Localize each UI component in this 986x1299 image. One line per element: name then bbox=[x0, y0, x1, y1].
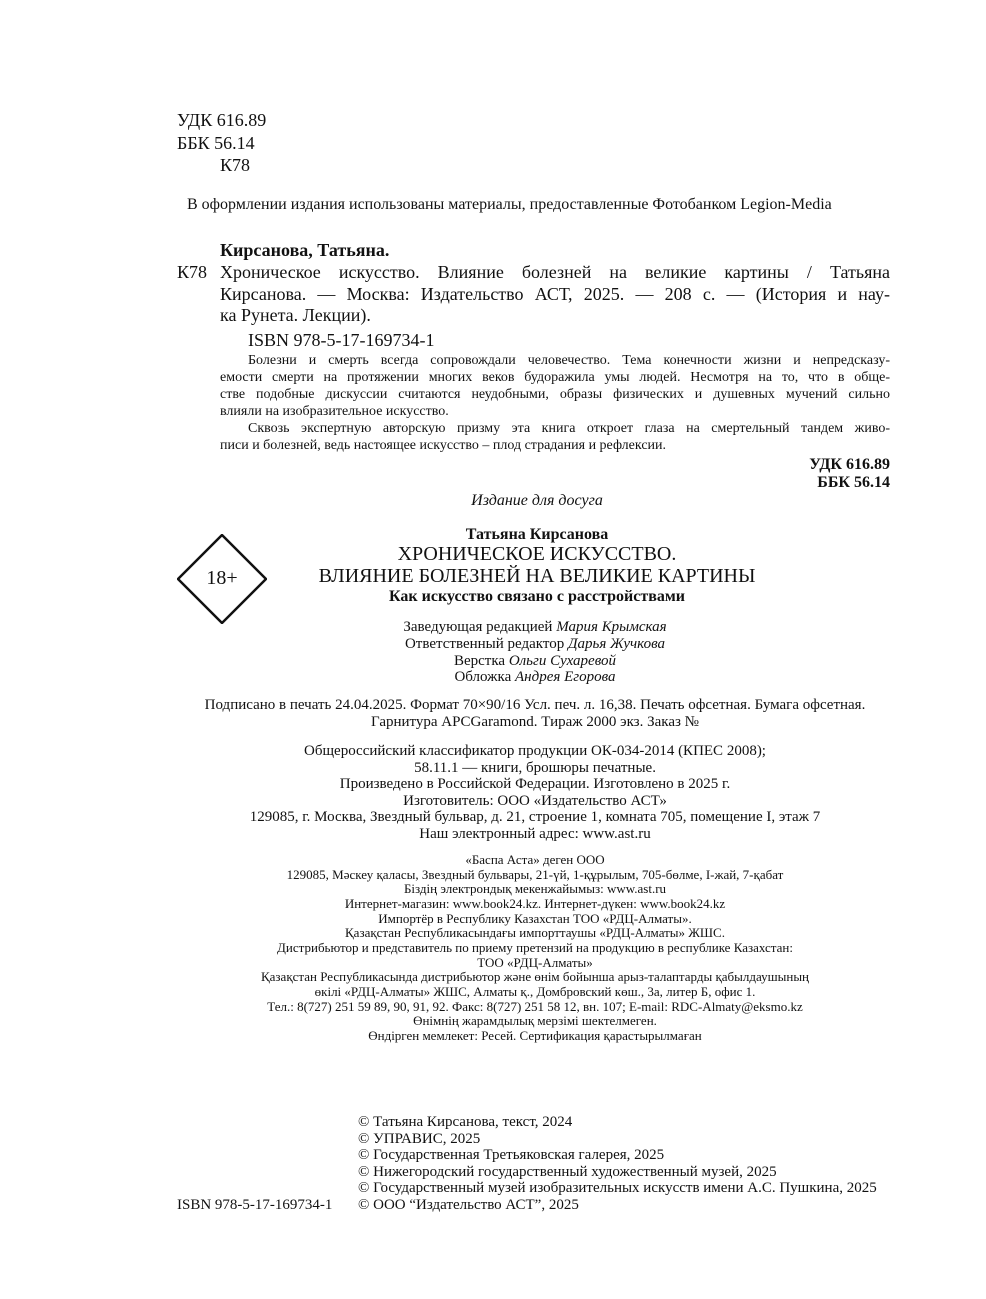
credit-line bbox=[285, 636, 785, 652]
catalog-isbn: ISBN 978-5-17-169734-1 bbox=[248, 330, 435, 350]
credit-role: Заведующая редакцией bbox=[403, 619, 553, 635]
abstract-line: писи и болезней, ведь настоящее искусство – плод страдания и рефлексии. bbox=[220, 438, 667, 453]
catalog-bbk: ББК 56.14 bbox=[817, 474, 890, 491]
kazakh-line: Импортёр в Республику Казахстан ТОО «РДЦ-Алматы». bbox=[378, 911, 692, 926]
kazakh-line: өкілі «РДЦ-Алматы» ЖШС, Алматы қ., Домбровский көш., 3а, литер Б, офис 1. bbox=[314, 984, 756, 999]
copyright-line: © Государственная Третьяковская галерея, 2025 bbox=[358, 1147, 665, 1163]
kazakh-line: Интернет-магазин: www.book24.kz. Интернет-дүкен: www.book24.kz bbox=[344, 896, 726, 911]
catalog-line-2: Кирсанова. — Москва: Издательство АСТ, 2025. — 208 с. — (История и нау- bbox=[220, 284, 890, 304]
abstract-line: Болезни и смерть всегда сопровождали человечество. Тема конечности жизни и непредсказу- bbox=[248, 353, 890, 368]
bbk-code: ББК 56.14 bbox=[177, 133, 255, 153]
abstract-line: Сквозь экспертную авторскую призму эта книга откроет глаза на смертельный тандем живо- bbox=[248, 421, 890, 436]
edition-type: Издание для досуга bbox=[471, 492, 603, 509]
credit-name: Андрея Егорова bbox=[515, 669, 616, 685]
book-author: Татьяна Кирсанова bbox=[465, 526, 609, 543]
copyright-line: © Татьяна Кирсанова, текст, 2024 bbox=[358, 1114, 573, 1130]
copyright-line: © Нижегородский государственный художественный музей, 2025 bbox=[358, 1164, 777, 1180]
copyright-line: © ООО “Издательство АСТ”, 2025 bbox=[358, 1197, 579, 1213]
bottom-isbn: ISBN 978-5-17-169734-1 bbox=[177, 1197, 333, 1213]
kazakh-line: Өндірген мемлекет: Ресей. Сертификация қарастырылмаған bbox=[368, 1028, 702, 1043]
kazakh-line: Қазақстан Республикасында дистрибьютор және өнім бойынша арыз-талаптарды қабылдаушының bbox=[260, 969, 810, 984]
kazakh-line: Дистрибьютор и представитель по приему претензий на продукцию в республике Казахстан: bbox=[277, 940, 793, 955]
kazakh-line: Біздің электрондық мекенжайымыз: www.ast.ru bbox=[403, 881, 667, 896]
abstract-line: влияли на изобразительное искусство. bbox=[220, 404, 449, 419]
copyright-line: © УПРАВИС, 2025 bbox=[358, 1131, 481, 1147]
credit-name: Ольги Сухаревой bbox=[508, 653, 617, 669]
catalog-author-heading: Кирсанова, Татьяна. bbox=[220, 240, 390, 260]
kazakh-line: 129085, Мәскеу қаласы, Звездный бульвары, 21-үй, 1-құрылым, 705-бөлме, I-жай, 7-қабат bbox=[286, 867, 784, 882]
book-subtitle: Как искусство связано с расстройствами bbox=[389, 588, 685, 605]
credit-role: Ответственный редактор bbox=[404, 636, 565, 652]
kazakh-line: ТОО «РДЦ-Алматы» bbox=[477, 955, 593, 970]
manufacturer-line: 58.11.1 — книги, брошюры печатные. bbox=[414, 760, 656, 776]
kazakh-line: Қазақстан Республикасындағы импорттаушы «РДЦ-Алматы» ЖШС. bbox=[345, 925, 725, 940]
manufacturer-line: 129085, г. Москва, Звездный бульвар, д. 21, строение 1, комната 705, помещение I, этаж 7 bbox=[249, 809, 821, 825]
kazakh-line: Өнімнің жарамдылық мерзімі шектелмеген. bbox=[413, 1013, 657, 1028]
kazakh-line: Тел.: 8(727) 251 59 89, 90, 91, 92. Факс: 8(727) 251 58 12, вн. 107; E-mail: RDC-Almaty@eksmo.kz bbox=[267, 999, 803, 1014]
credit-line bbox=[285, 653, 785, 669]
manufacturer-line: Общероссийский классификатор продукции ОК-034-2014 (КПЕС 2008); bbox=[304, 743, 766, 759]
credit-role: Верстка bbox=[453, 653, 506, 669]
author-mark: К78 bbox=[220, 155, 251, 175]
manufacturer-line: Изготовитель: ООО «Издательство АСТ» bbox=[403, 793, 667, 809]
print-info-line: Подписано в печать 24.04.2025. Формат 70×90/16 Усл. печ. л. 16,38. Печать офсетная. Бумага офсетная. bbox=[204, 697, 866, 713]
manufacturer-line: Произведено в Российской Федерации. Изготовлено в 2025 г. bbox=[339, 776, 731, 792]
credit-name: Дарья Жучкова bbox=[567, 636, 666, 652]
credit-name: Мария Крымская bbox=[556, 619, 667, 635]
credit-role: Обложка bbox=[454, 669, 512, 685]
manufacturer-line: Наш электронный адрес: www.ast.ru bbox=[419, 826, 651, 842]
copyright-line: © Государственный музей изобразительных искусств имени А.С. Пушкина, 2025 bbox=[358, 1180, 877, 1196]
catalog-udk: УДК 616.89 bbox=[809, 456, 890, 473]
kazakh-line: «Баспа Аста» деген ООО bbox=[465, 852, 605, 867]
catalog-line-1: Хроническое искусство. Влияние болезней на великие картины / Татьяна bbox=[220, 262, 890, 282]
abstract-line: стве подобные дискуссии считаются неудобными, образы физических и душевных мучений сильно bbox=[220, 387, 890, 402]
credit-line bbox=[285, 619, 785, 635]
catalog-mark: К78 bbox=[177, 262, 208, 282]
photobank-note: В оформлении издания использованы материалы, предоставленные Фотобанком Legion-Media bbox=[187, 196, 832, 213]
book-title-line-2: ВЛИЯНИЕ БОЛЕЗНЕЙ НА ВЕЛИКИЕ КАРТИНЫ bbox=[318, 565, 756, 587]
udk-code: УДК 616.89 bbox=[177, 110, 267, 130]
abstract-line: емости смерти на протяжении многих веков будоражила умы людей. Несмотря на то, что в обще- bbox=[220, 370, 890, 385]
catalog-line-3: ка Рунета. Лекции). bbox=[220, 305, 371, 325]
age-rating: 18+ bbox=[206, 567, 238, 589]
book-title-line-1: ХРОНИЧЕСКОЕ ИСКУССТВО. bbox=[397, 543, 677, 565]
credit-line bbox=[285, 669, 785, 685]
print-info-line: Гарнитура APCGaramond. Тираж 2000 экз. Заказ № bbox=[371, 714, 699, 730]
